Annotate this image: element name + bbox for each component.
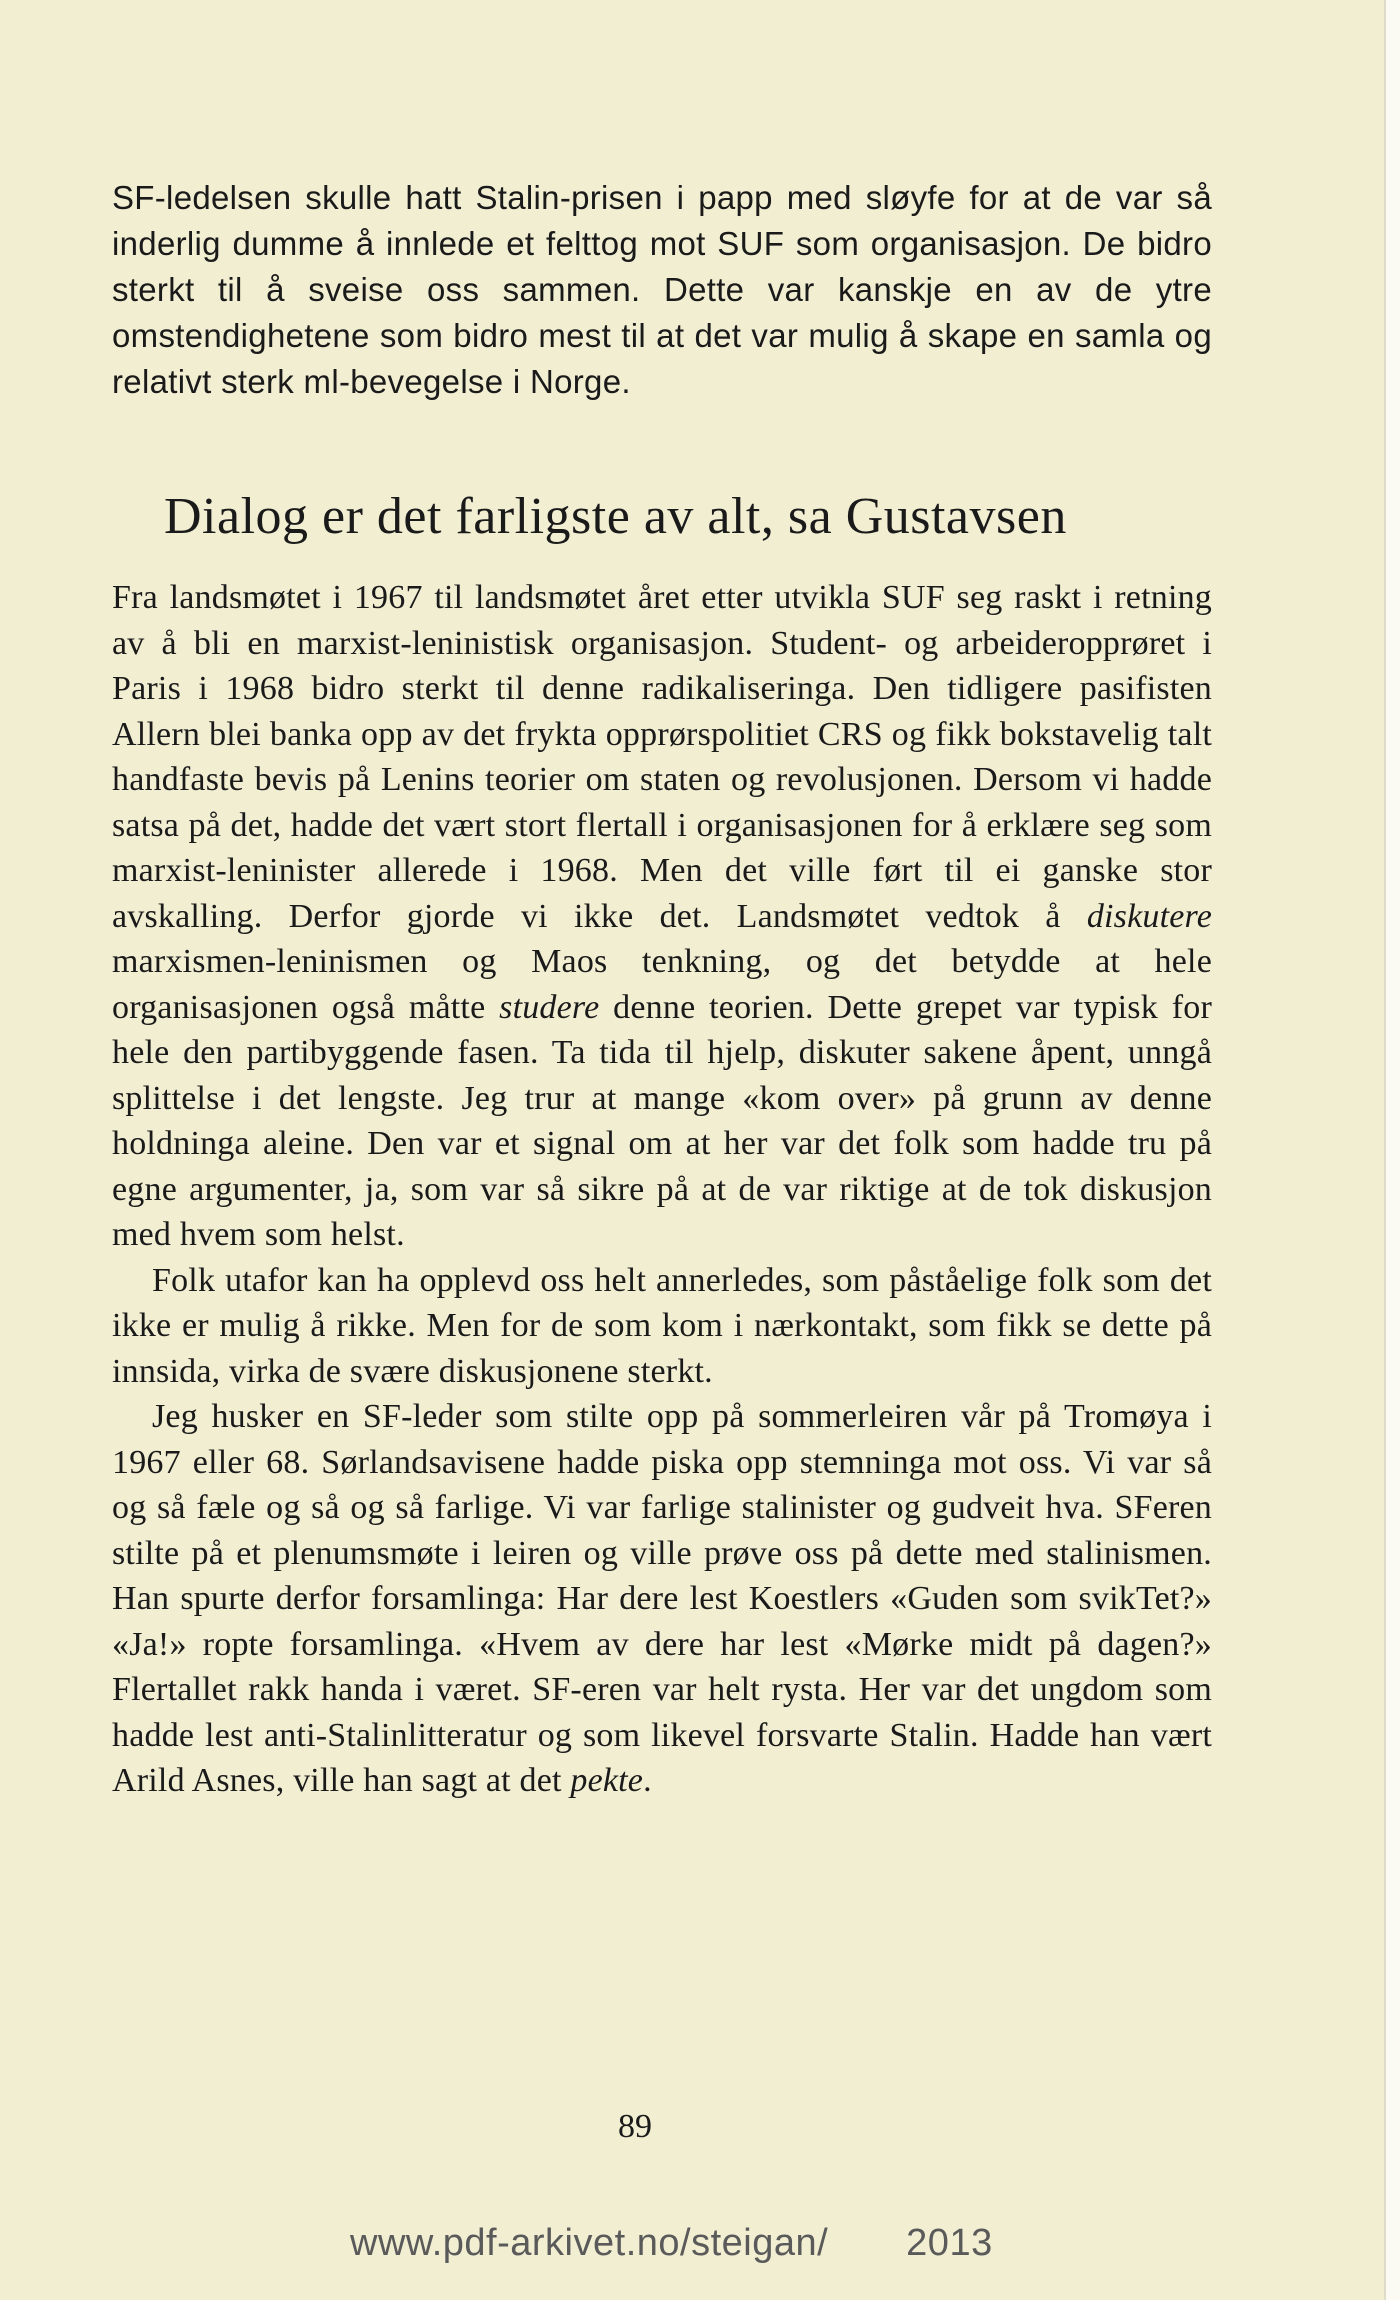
body-paragraph-1 — [112, 575, 1212, 1258]
paragraph-3-end: . — [643, 1762, 652, 1799]
section-heading: Dialog er det farligste av alt, sa Gustavsen — [164, 488, 1067, 545]
paragraph-1-text-a: Fra landsmøtet i 1967 til landsmøtet året etter utvikla SUF seg raskt i retning av å bli en marxist-leninistisk organisasjon. Student- og arbeideropprøret i Paris i 1968 bidro sterkt til denne radikaliseringa. Den tidligere pasifisten Allern blei banka opp av det frykta opprørspolitiet CRS og fikk bokstavelig talt handfaste bevis på Lenins teorier om staten og revolusjonen. Dersom vi hadde satsa på det, hadde det vært stort flertall i organisasjonen for å erklære seg som marxist-leninister allerede i 1968. Men det ville ført til ei ganske stor avskalling. Derfor gjorde vi ikke det. Landsmøtet vedtok å — [112, 579, 1212, 935]
body-paragraph-2: Folk utafor kan ha opplevd oss helt annerledes, som påståelige folk som det ikke er mulig å rikke. Men for de som kom i nærkontakt, som fikk se dette på innsida, virka de svære diskusjonene sterkt. — [112, 1261, 1212, 1390]
book-page — [112, 175, 1212, 1804]
paragraph-3-text: Jeg husker en SF-leder som stilte opp på sommerleiren vår på Tromøya i 1967 eller 68. Sørlandsavisene hadde piska opp stemninga mot oss. Vi var så og så fæle og så og så farlige. Vi var farlige stalinister og gudveit hva. SFeren stilte på et plenumsmøte i leiren og ville prøve oss på dette med stalinismen. Han spurte derfor forsamlinga: Har dere lest Koestlers «Guden som svikTet?» «Ja!» ropte forsamlinga. «Hvem av dere har lest «Mørke midt på dagen?» Flertallet rakk handa i været. SF-eren var helt rysta. Her var det ungdom som hadde lest anti-Stalinlitteratur og som likevel forsvarte Stalin. Hadde han vært Arild Asnes, ville han sagt at det — [112, 1398, 1212, 1799]
emphasis-diskutere: diskutere — [1086, 897, 1212, 935]
footer-url: www.pdf-arkivet.no/steigan/ — [350, 2222, 829, 2264]
page-edge — [1384, 0, 1400, 2300]
emphasis-pekte: pekte — [570, 1762, 644, 1799]
body-paragraph-3 — [112, 1394, 1212, 1804]
footer-year: 2013 — [906, 2222, 993, 2264]
emphasis-studere: studere — [499, 988, 600, 1026]
footer-watermark — [350, 2222, 993, 2265]
intro-paragraph: SF-ledelsen skulle hatt Stalin-prisen i papp med sløyfe for at de var så inderlig dumme å innlede et felttog mot SUF som organisasjon. De bidro sterkt til å sveise oss sammen. Dette var kanskje en av de ytre omstendighetene som bidro mest til at det var mulig å skape en samla og relativt sterk ml-bevegelse i Norge. — [112, 179, 1212, 400]
page-number: 89 — [618, 2108, 652, 2145]
paragraph-1-text-b: marxismen-leninismen og Maos tenkning, og det betydde at hele organisasjonen også måtte — [112, 943, 1212, 1026]
paragraph-1-text-c: denne teorien. Dette grepet var typisk for hele den partibyggende fasen. Ta tida til hjelp, diskuter sakene åpent, unngå splittelse i det lengste. Jeg trur at mange «kom over» på grunn av denne holdninga aleine. Den var et signal om at her var det folk som hadde tru på egne argumenter, ja, som var så sikre på at de var riktige at de tok diskusjon med hvem som helst. — [112, 988, 1212, 1253]
